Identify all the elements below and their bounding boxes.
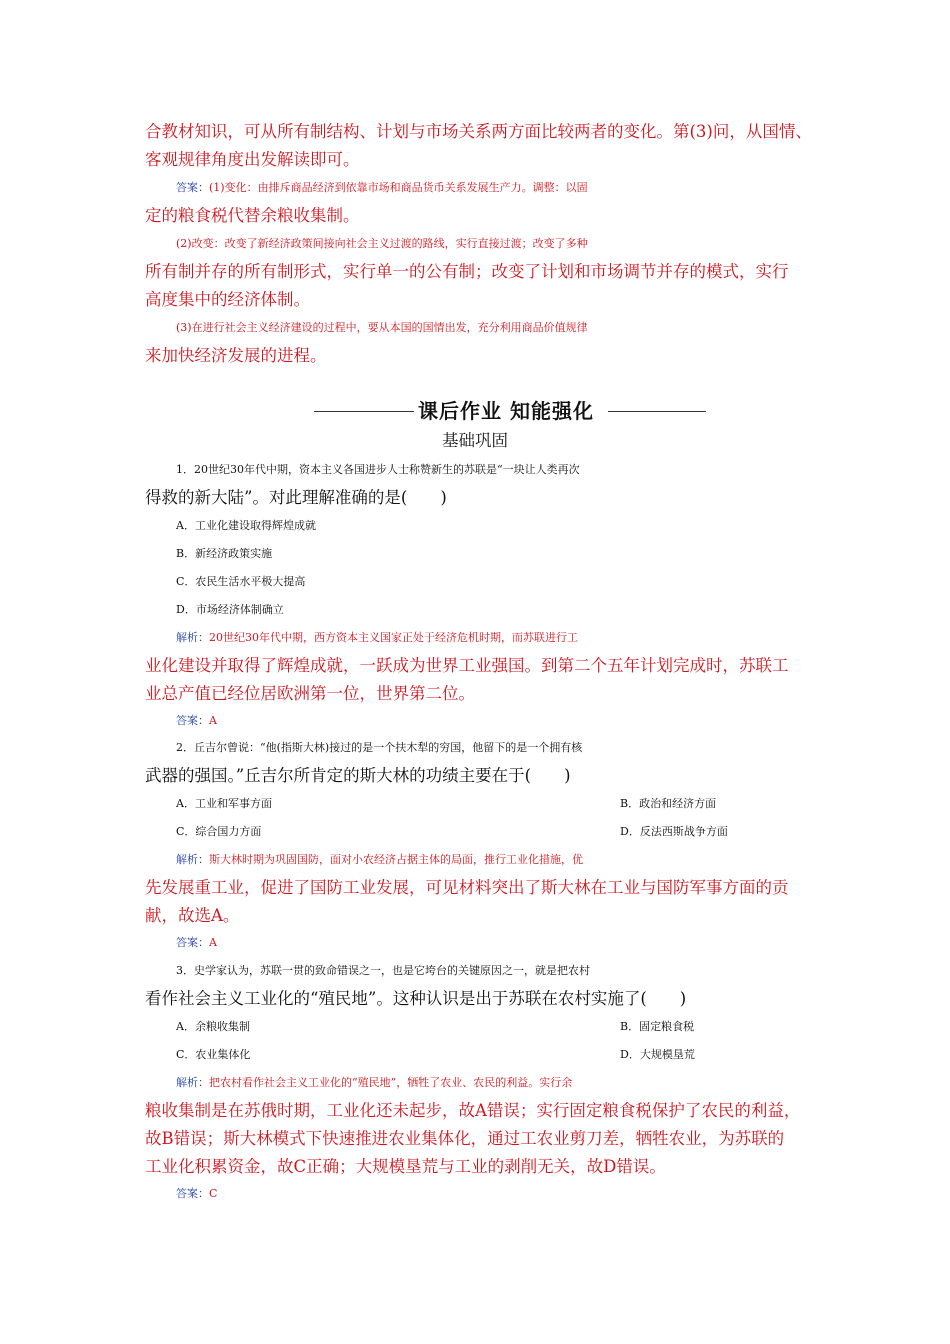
question-stem: 1．20世纪30年代中期，资本主义各国进步人士称赞新生的苏联是“一块让人类再次 — [176, 463, 580, 476]
analysis-line — [176, 846, 846, 874]
option-b: B．固定粮食税 — [620, 1020, 695, 1033]
prev-answer-line: 高度集中的经济体制。 — [145, 290, 310, 309]
question-stem: 得救的新大陆”。对此理解准确的是( ) — [145, 488, 447, 507]
analysis-line — [176, 1069, 846, 1097]
answer-line — [176, 707, 846, 735]
prev-answer-line: (3)在进行社会主义经济建设的过程中，要从本国的国情出发，充分利用商品价值规律 — [176, 321, 588, 334]
option-row — [176, 790, 846, 818]
prev-analysis-line: 客观规律角度出发解读即可。 — [145, 150, 360, 169]
option-c: C．综合国力方面 — [176, 825, 262, 838]
answer-label: 答案： — [176, 1187, 209, 1200]
answer-line — [176, 929, 846, 957]
analysis-line: 献，故选A。 — [145, 906, 240, 925]
option-row — [176, 818, 846, 846]
option-row — [176, 1013, 846, 1041]
answer-value: A — [209, 936, 217, 949]
analysis-label: 解析： — [176, 631, 209, 644]
answer-label: 答案： — [176, 181, 209, 194]
prev-answer-line: (2)改变：改变了新经济政策间接向社会主义过渡的路线，实行直接过渡；改变了多种 — [176, 237, 588, 250]
section-subtitle: 基础巩固 — [442, 431, 508, 450]
analysis-label: 解析： — [176, 853, 209, 866]
prev-answer-line: 所有制并存的所有制形式，实行单一的公有制；改变了计划和市场调节并存的模式，实行 — [145, 262, 789, 281]
option-b: B．政治和经济方面 — [620, 797, 717, 810]
prev-analysis-line: 合教材知识，可从所有制结构、计划与市场关系两方面比较两者的变化。第(3)问，从国情、 — [145, 122, 812, 141]
heading-rule-right — [608, 411, 706, 412]
section-heading — [0, 395, 950, 427]
analysis-line: 故B错误；斯大林模式下快速推进农业集体化，通过工农业剪刀差，牺牲农业，为苏联的 — [145, 1129, 785, 1148]
option-d: D．大规模垦荒 — [620, 1048, 695, 1061]
answer-label: 答案： — [176, 936, 209, 949]
analysis-line: 粮收集制是在苏俄时期，工业化还未起步，故A错误；实行固定粮食税保护了农民的利益， — [145, 1101, 801, 1120]
option-a: A．余粮收集制 — [176, 1020, 250, 1033]
heading-rule-left — [314, 411, 414, 412]
section-title: 课后作业 知能强化 — [418, 399, 594, 423]
analysis-text: 斯大林时期为巩固国防，面对小农经济占据主体的局面，推行工业化措施，优 — [209, 853, 583, 866]
analysis-text: 20世纪30年代中期，西方资本主义国家正处于经济危机时期，而苏联进行工 — [209, 631, 578, 644]
analysis-line: 业总产值已经位居欧洲第一位，世界第二位。 — [145, 684, 475, 703]
analysis-label: 解析： — [176, 1076, 209, 1089]
option-c: C．农民生活水平极大提高 — [176, 575, 306, 588]
answer-text: (1)变化：由排斥商品经济到依靠市场和商品货币关系发展生产力。调整：以固 — [209, 181, 588, 194]
analysis-line — [176, 624, 846, 652]
option-a: A．工业和军事方面 — [176, 797, 272, 810]
analysis-line: 先发展重工业，促进了国防工业发展，可见材料突出了斯大林在工业与国防军事方面的贡 — [145, 878, 789, 897]
prev-answer-line: 来加快经济发展的进程。 — [145, 346, 327, 365]
question-stem: 看作社会主义工业化的“殖民地”。这种认识是出于苏联在农村实施了( ) — [145, 989, 687, 1008]
answer-value: C — [209, 1187, 218, 1200]
prev-answer-line: 定的粮食税代替余粮收集制。 — [145, 206, 360, 225]
question-stem: 武器的强国。”丘吉尔所肯定的斯大林的功绩主要在于( ) — [145, 766, 571, 785]
question-stem: 3．史学家认为，苏联一贯的致命错误之一，也是它垮台的关键原因之一，就是把农村 — [176, 964, 590, 977]
option-b: B．新经济政策实施 — [176, 547, 273, 560]
option-row — [176, 1041, 846, 1069]
analysis-text: 把农村看作社会主义工业化的“殖民地”，牺牲了农业、农民的利益。实行余 — [209, 1076, 573, 1089]
question-stem: 2．丘吉尔曾说：“他(指斯大林)接过的是一个扶木犁的穷国，他留下的是一个拥有核 — [176, 741, 583, 754]
answer-value: A — [209, 714, 217, 727]
option-d: D．市场经济体制确立 — [176, 603, 284, 616]
option-c: C．农业集体化 — [176, 1048, 251, 1061]
option-d: D．反法西斯战争方面 — [620, 825, 728, 838]
analysis-line: 工业化积累资金，故C正确；大规模垦荒与工业的剥削无关，故D错误。 — [145, 1157, 666, 1176]
answer-line — [176, 1180, 846, 1208]
analysis-line: 业化建设并取得了辉煌成就，一跃成为世界工业强国。到第二个五年计划完成时，苏联工 — [145, 656, 789, 675]
option-a: A．工业化建设取得辉煌成就 — [176, 519, 316, 532]
prev-answer-line — [176, 174, 846, 202]
answer-label: 答案： — [176, 714, 209, 727]
